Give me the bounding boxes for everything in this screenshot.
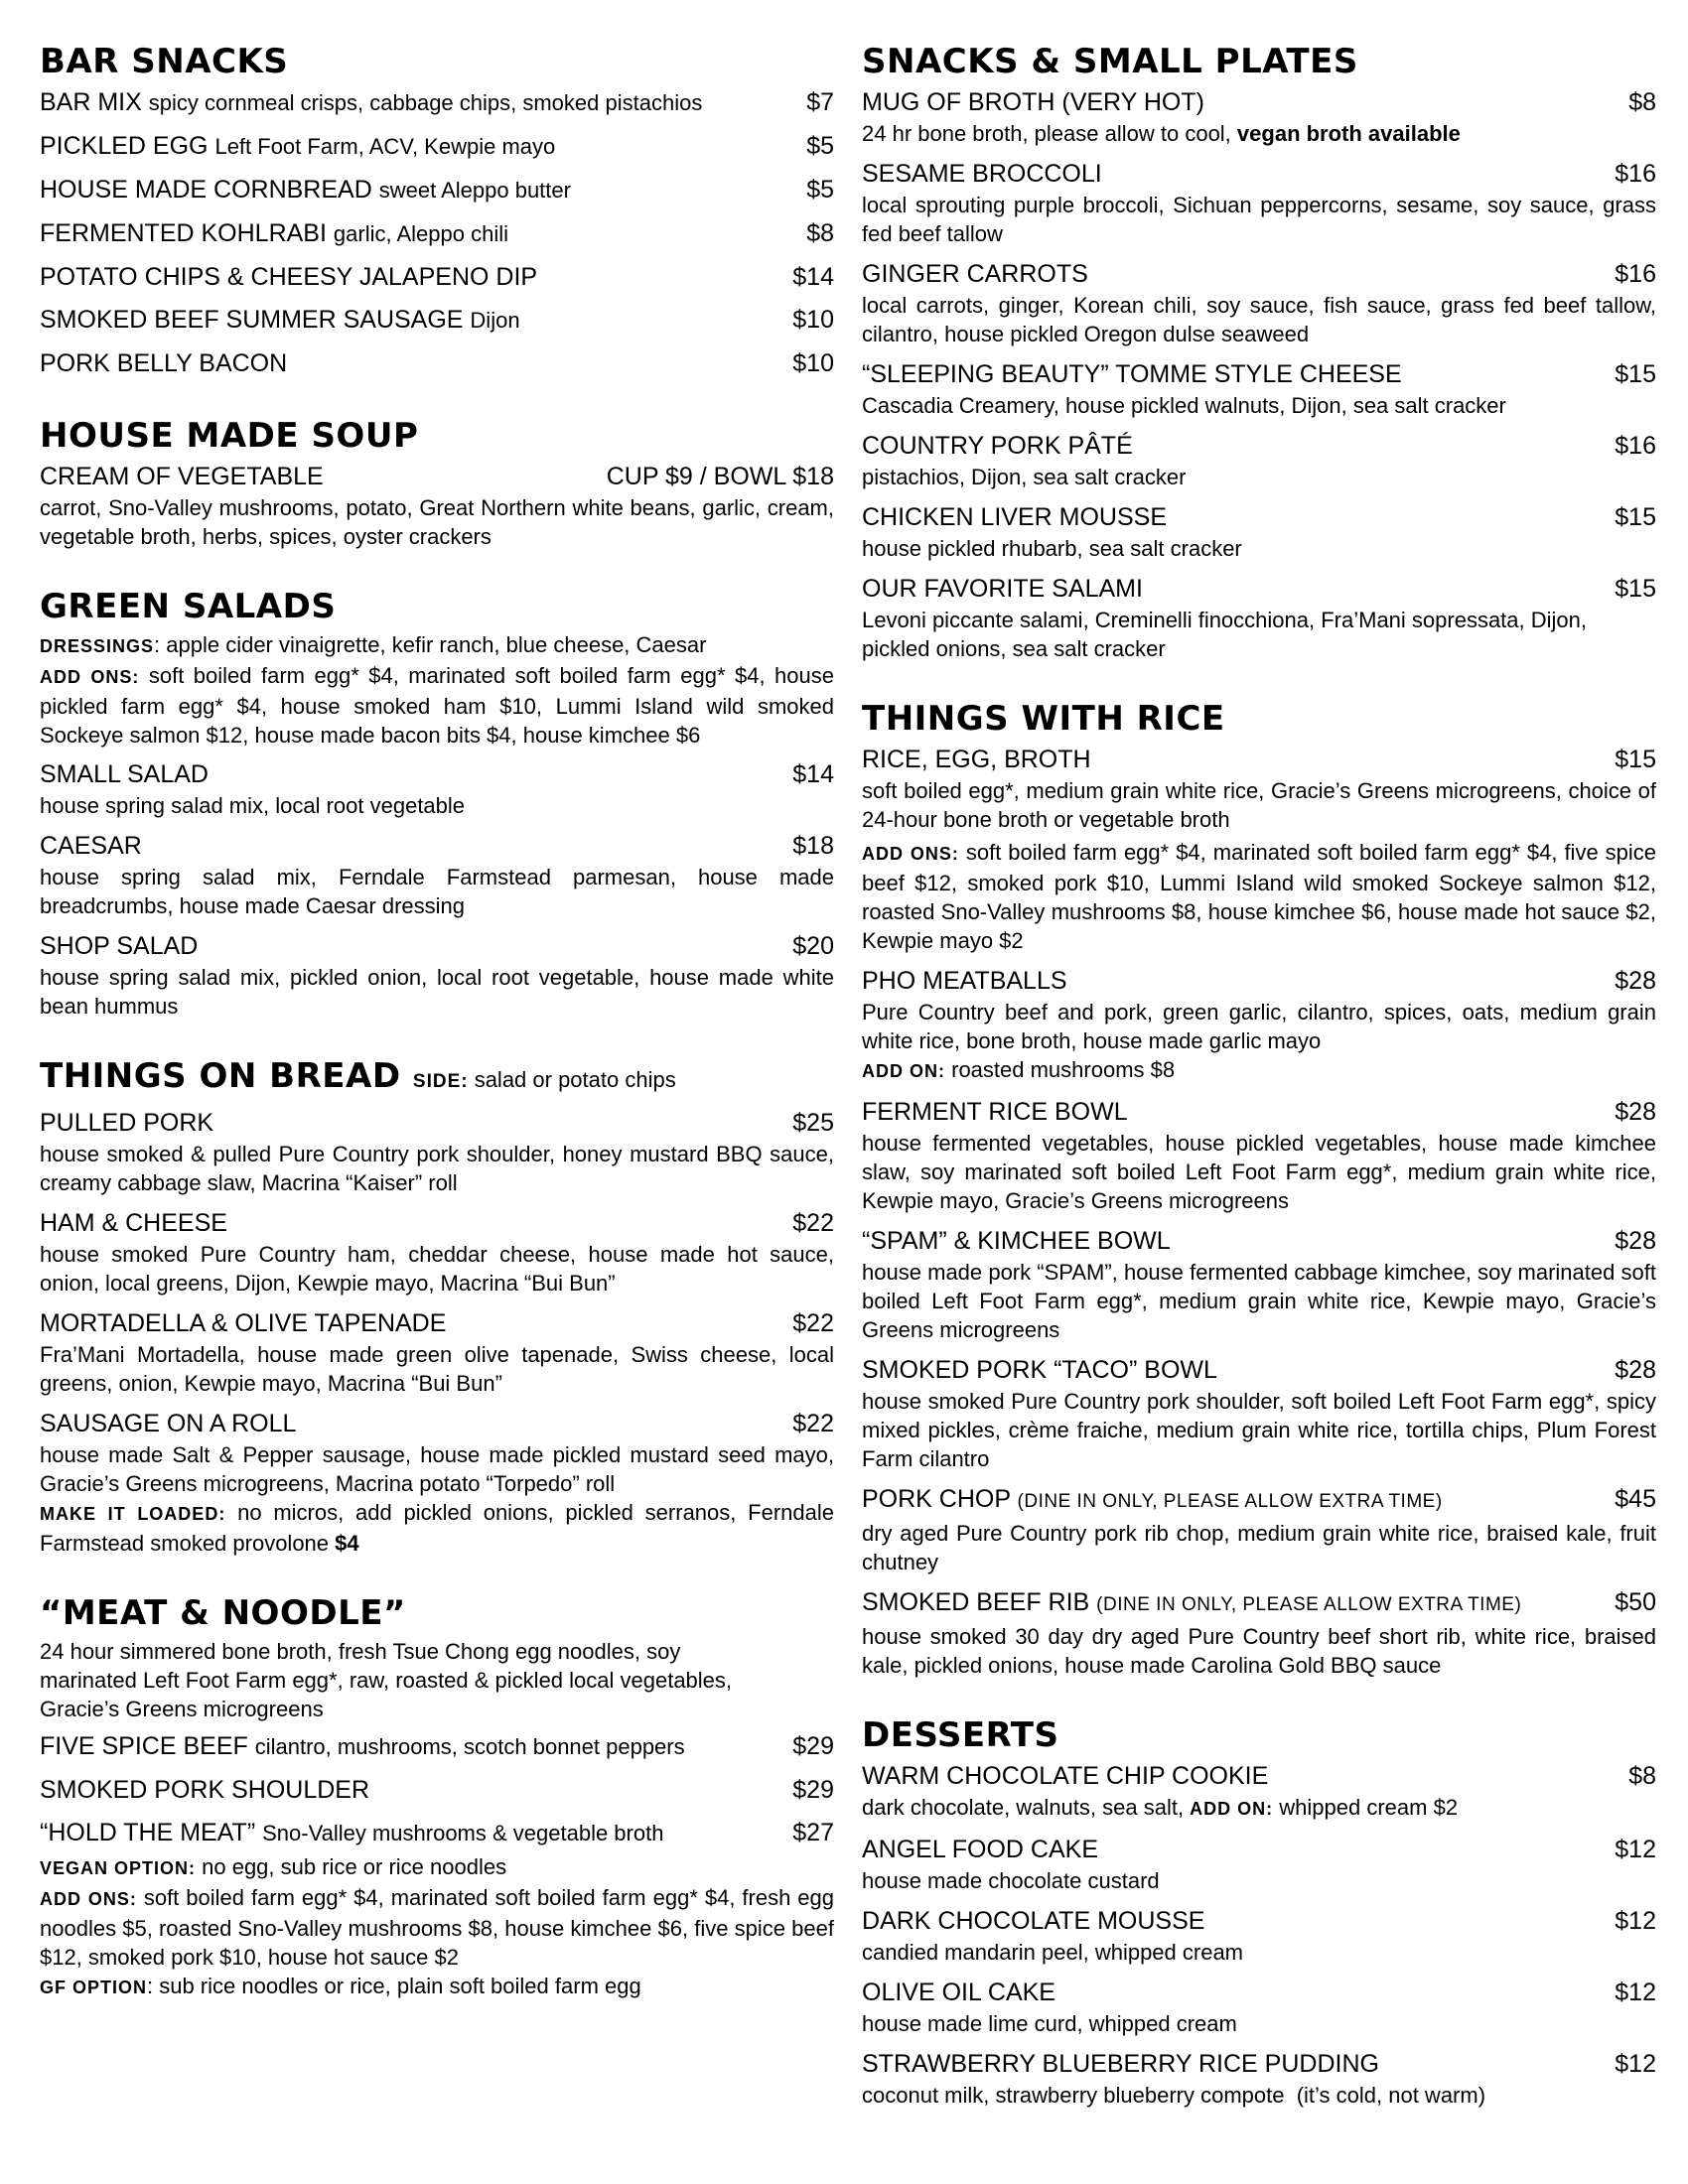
menu-right-column: [862, 40, 1656, 2143]
addon-text: roasted mushrooms $8: [945, 1057, 1176, 1082]
item-price: $10: [792, 349, 834, 377]
snacks-small-plates-section: [862, 40, 1656, 663]
menu-item: [862, 1976, 1656, 2038]
item-price: $16: [1615, 160, 1656, 188]
item-name: RICE, EGG, BROTH: [862, 746, 1091, 773]
item-name: MUG OF BROTH (VERY HOT): [862, 88, 1204, 116]
gf-option-note: [40, 1972, 834, 2002]
item-price: $22: [792, 1209, 834, 1237]
gf-label: GF OPTION: [40, 1978, 147, 1997]
addons-label: ADD ONS:: [40, 667, 140, 687]
item-name: WARM CHOCOLATE CHIP COOKIE: [862, 1762, 1269, 1790]
menu-item: [862, 1482, 1656, 1576]
item-desc: Levoni piccante salami, Creminelli finocchiona, Fra’Mani sopressata, Dijon, pickled onions, sea salt cracker: [862, 608, 1587, 661]
item-desc: house spring salad mix, Ferndale Farmstead parmesan, house made breadcrumbs, house made Caesar dressing: [40, 865, 834, 918]
addons-note: [40, 1883, 834, 1972]
house-soup-section: [40, 414, 834, 551]
item-inline-desc: Dijon: [470, 308, 520, 333]
item-price: $8: [806, 219, 834, 247]
things-with-rice-section: [862, 697, 1656, 1680]
item-name: “SPAM” & KIMCHEE BOWL: [862, 1227, 1171, 1255]
item-desc: soft boiled egg*, medium grain white rice, Gracie’s Greens microgreens, choice of 24-hour bone broth or vegetable broth: [862, 778, 1656, 832]
item-name: MORTADELLA & OLIVE TAPENADE: [40, 1309, 447, 1337]
item-desc: Pure Country beef and pork, green garlic, cilantro, spices, oats, medium grain white rice, bone broth, house made garlic mayo: [862, 1000, 1656, 1053]
menu-item: [40, 929, 834, 1021]
item-desc: local carrots, ginger, Korean chili, soy sauce, fish sauce, grass fed beef tallow, cilantro, house pickled Oregon dulse seaweed: [862, 293, 1656, 346]
item-desc: house pickled rhubarb, sea salt cracker: [862, 536, 1242, 561]
menu-item: [862, 2047, 1656, 2110]
meat-noodle-section: [40, 1591, 834, 2002]
item-name: FIVE SPICE BEEF: [40, 1732, 248, 1760]
item-price: $29: [792, 1776, 834, 1804]
addons-label: ADD ONS:: [40, 1889, 137, 1909]
menu-item: [40, 260, 834, 294]
loaded-label: MAKE IT LOADED:: [40, 1504, 226, 1524]
menu-item: [40, 216, 834, 251]
item-name: STRAWBERRY BLUEBERRY RICE PUDDING: [862, 2050, 1379, 2078]
addons-text: soft boiled farm egg* $4, marinated soft boiled farm egg* $4, house pickled farm egg* $4, house smoked ham $10, Lummi Island wild smoked Sockeye salmon $12, house made bacon bits $4, house kimchee $6: [40, 663, 834, 748]
item-name: BAR MIX: [40, 88, 142, 116]
item-name: GINGER CARROTS: [862, 260, 1088, 288]
item-price: $12: [1615, 1836, 1656, 1863]
item-name: PORK BELLY BACON: [40, 349, 288, 377]
menu-left-column: [40, 40, 834, 2036]
menu-item: [862, 1095, 1656, 1215]
item-name: FERMENT RICE BOWL: [862, 1098, 1128, 1126]
menu-item: [40, 1407, 834, 1558]
item-price: $22: [792, 1309, 834, 1337]
menu-item: [40, 85, 834, 120]
addons-text: soft boiled farm egg* $4, marinated soft boiled farm egg* $4, five spice beef $12, smoked pork $10, Lummi Island wild smoked Sockeye salmon $12, roasted Sno-Valley mushrooms $8, house kimchee $6, house made hot sauce $2, Kewpie mayo $2: [862, 840, 1657, 953]
section-title: SNACKS & SMALL PLATES: [862, 42, 1358, 81]
item-price: $10: [792, 306, 834, 334]
item-desc: carrot, Sno-Valley mushrooms, potato, Great Northern white beans, garlic, cream, vegetable broth, herbs, spices, oyster crackers: [40, 495, 834, 549]
item-desc: house spring salad mix, local root vegetable: [40, 793, 466, 818]
item-name: CAESAR: [40, 832, 142, 860]
menu-item: [862, 1585, 1656, 1680]
item-desc-bold: vegan broth available: [1236, 121, 1461, 146]
item-price: $28: [1615, 1098, 1656, 1126]
item-desc-text: dark chocolate, walnuts, sea salt,: [862, 1795, 1191, 1820]
item-price: $45: [1615, 1485, 1656, 1513]
addons-note: [40, 661, 834, 750]
item-name: PICKLED EGG: [40, 132, 209, 160]
item-price: $5: [806, 176, 834, 204]
item-name: PULLED PORK: [40, 1109, 214, 1137]
item-name: SMOKED PORK “TACO” BOWL: [862, 1356, 1217, 1384]
item-desc: coconut milk, strawberry blueberry compote (it’s cold, not warm): [862, 2083, 1486, 2108]
menu-item: [40, 1729, 834, 1764]
item-desc: house smoked 30 day dry aged Pure Country beef short rib, white rice, braised kale, pickled onions, house made Carolina Gold BBQ sauce: [862, 1624, 1656, 1678]
menu-item: [862, 572, 1656, 663]
menu-item: [862, 1353, 1656, 1473]
item-price: $7: [806, 88, 834, 116]
item-price: $29: [792, 1732, 834, 1760]
item-name: “SLEEPING BEAUTY” TOMME STYLE CHEESE: [862, 360, 1402, 388]
addon-text: whipped cream $2: [1273, 1795, 1459, 1820]
item-price: $16: [1615, 260, 1656, 288]
item-inline-desc: cilantro, mushrooms, scotch bonnet peppers: [254, 1734, 685, 1759]
menu-item: [862, 1224, 1656, 1344]
menu-item: [862, 1904, 1656, 1967]
menu-item: [862, 429, 1656, 491]
item-name: SMALL SALAD: [40, 760, 209, 788]
bar-snacks-section: [40, 40, 834, 380]
item-desc: pistachios, Dijon, sea salt cracker: [862, 465, 1187, 489]
item-name: PORK CHOP: [862, 1485, 1011, 1513]
item-desc-text: 24 hr bone broth, please allow to cool,: [862, 121, 1237, 146]
vegan-option-note: [40, 1852, 834, 1883]
vegan-text: no egg, sub rice or rice noodles: [196, 1854, 507, 1879]
menu-item: [40, 1773, 834, 1807]
item-price: $28: [1615, 1356, 1656, 1384]
menu-item: [862, 257, 1656, 348]
dressings-text: : apple cider vinaigrette, kefir ranch, blue cheese, Caesar: [154, 632, 707, 657]
section-title: BAR SNACKS: [40, 42, 289, 81]
item-price: $16: [1615, 432, 1656, 460]
item-desc: house made Salt & Pepper sausage, house made pickled mustard seed mayo, Gracie’s Greens microgreens, Macrina potato “Torpedo” roll: [40, 1442, 834, 1496]
item-desc: house smoked Pure Country pork shoulder, soft boiled Left Foot Farm egg*, spicy mixed pickles, crème fraiche, medium grain white rice, tortilla chips, Plum Forest Farm cilantro: [862, 1389, 1656, 1471]
item-name: SHOP SALAD: [40, 932, 199, 960]
make-it-loaded-note: [40, 1498, 834, 1558]
things-on-bread-section: [40, 1054, 834, 1558]
menu-item: [862, 85, 1656, 148]
item-price: $27: [792, 1819, 834, 1846]
desserts-section: [862, 1713, 1656, 2110]
addons-text: soft boiled farm egg* $4, marinated soft boiled farm egg* $4, fresh egg noodles $5, roasted Sno-Valley mushrooms $8, house kimchee $6, five spice beef $12, smoked pork $10, house hot sauce $2: [40, 1885, 834, 1970]
item-price: $28: [1615, 967, 1656, 995]
item-name: SMOKED PORK SHOULDER: [40, 1776, 370, 1804]
section-title: THINGS WITH RICE: [862, 699, 1225, 739]
menu-item: [40, 303, 834, 338]
section-title: THINGS ON BREAD: [40, 1056, 401, 1096]
item-inline-desc: Sno-Valley mushrooms & vegetable broth: [262, 1821, 664, 1845]
menu-item: [40, 1306, 834, 1398]
item-name: HAM & CHEESE: [40, 1209, 227, 1237]
item-price: $22: [792, 1410, 834, 1437]
section-intro: 24 hour simmered bone broth, fresh Tsue Chong egg noodles, soy marinated Left Foot Farm egg*, raw, roasted & pickled local vegetables, Gracie’s Greens microgreens: [40, 1639, 733, 1721]
item-price: $18: [792, 832, 834, 860]
item-desc: [862, 119, 1656, 148]
item-desc: [862, 1793, 1656, 1824]
vegan-label: VEGAN OPTION:: [40, 1858, 197, 1878]
item-desc: house fermented vegetables, house pickled vegetables, house made kimchee slaw, soy marinated soft boiled Left Foot Farm egg*, medium grain white rice, Kewpie mayo, Gracie’s Greens microgreens: [862, 1131, 1656, 1213]
addon-label: ADD ON:: [1190, 1799, 1274, 1819]
item-price: $20: [792, 932, 834, 960]
item-price: $12: [1615, 1907, 1656, 1935]
item-price: $15: [1615, 360, 1656, 388]
item-name: POTATO CHIPS & CHEESY JALAPENO DIP: [40, 263, 538, 291]
item-desc: Fra’Mani Mortadella, house made green olive tapenade, Swiss cheese, local greens, onion, Kewpie mayo, Macrina “Bui Bun”: [40, 1342, 834, 1396]
menu-item: [862, 1759, 1656, 1824]
item-price: $15: [1615, 746, 1656, 773]
menu-item: [40, 829, 834, 920]
section-title: “MEAT & NOODLE”: [40, 1593, 406, 1633]
item-name: HOUSE MADE CORNBREAD: [40, 176, 372, 204]
menu-item: [862, 357, 1656, 420]
item-price: $12: [1615, 2050, 1656, 2078]
item-name: DARK CHOCOLATE MOUSSE: [862, 1907, 1205, 1935]
item-desc: house made lime curd, whipped cream: [862, 2011, 1237, 2036]
item-desc: local sprouting purple broccoli, Sichuan peppercorns, sesame, soy sauce, grass fed beef tallow: [862, 193, 1656, 246]
item-inline-desc: garlic, Aleppo chili: [333, 221, 508, 246]
item-name: OLIVE OIL CAKE: [862, 1979, 1055, 2006]
menu-item: [40, 346, 834, 380]
loaded-price: $4: [335, 1531, 359, 1556]
item-name: OUR FAVORITE SALAMI: [862, 575, 1143, 603]
addon-note: [862, 1055, 1656, 1086]
item-desc: house smoked Pure Country ham, cheddar cheese, house made hot sauce, onion, local greens, Dijon, Kewpie mayo, Macrina “Bui Bun”: [40, 1242, 834, 1296]
item-note: (DINE IN ONLY, PLEASE ALLOW EXTRA TIME): [1096, 1594, 1522, 1615]
menu-item: [862, 1833, 1656, 1895]
menu-item: [862, 964, 1656, 1086]
item-inline-desc: Left Foot Farm, ACV, Kewpie mayo: [214, 134, 556, 159]
item-price: $28: [1615, 1227, 1656, 1255]
dressings-label: DRESSINGS: [40, 636, 155, 656]
menu-item: [40, 1816, 834, 1850]
addons-label: ADD ONS:: [862, 844, 959, 864]
side-text: salad or potato chips: [468, 1067, 676, 1092]
addon-label: ADD ON:: [862, 1061, 945, 1081]
loaded-text: no micros, add pickled onions, pickled serranos, Ferndale Farmstead smoked provolone: [40, 1500, 834, 1556]
item-price: CUP $9 / BOWL $18: [606, 463, 834, 490]
item-name: FERMENTED KOHLRABI: [40, 219, 327, 247]
side-label: SIDE:: [412, 1071, 469, 1092]
menu-item: [40, 757, 834, 820]
item-name: SESAME BROCCOLI: [862, 160, 1102, 188]
item-desc: candied mandarin peel, whipped cream: [862, 1940, 1244, 1965]
item-price: $8: [1628, 1762, 1656, 1790]
menu-item: [40, 1106, 834, 1197]
item-desc: dry aged Pure Country pork rib chop, medium grain white rice, braised kale, fruit chutney: [862, 1521, 1656, 1574]
item-price: $15: [1615, 575, 1656, 603]
item-name: COUNTRY PORK PÂTÉ: [862, 432, 1133, 460]
item-name: PHO MEATBALLS: [862, 967, 1067, 995]
menu-item: [40, 460, 834, 551]
item-price: $14: [792, 760, 834, 788]
green-salads-section: [40, 585, 834, 1021]
item-price: $15: [1615, 503, 1656, 531]
item-name: SAUSAGE ON A ROLL: [40, 1410, 297, 1437]
item-desc: house made chocolate custard: [862, 1868, 1160, 1893]
item-inline-desc: sweet Aleppo butter: [378, 178, 571, 203]
item-price: $50: [1615, 1588, 1656, 1616]
section-title: DESSERTS: [862, 1715, 1059, 1755]
menu-item: [862, 743, 1656, 955]
menu-item: [40, 129, 834, 164]
addons-note: [862, 838, 1656, 955]
item-price: $8: [1628, 88, 1656, 116]
dressings-note: [40, 630, 834, 661]
item-desc: house smoked & pulled Pure Country pork shoulder, honey mustard BBQ sauce, creamy cabbage slaw, Macrina “Kaiser” roll: [40, 1142, 834, 1195]
item-desc: house made pork “SPAM”, house fermented cabbage kimchee, soy marinated soft boiled Left Foot Farm egg*, medium grain white rice, Kewpie mayo, Gracie’s Greens microgreens: [862, 1260, 1656, 1342]
menu-item: [40, 173, 834, 207]
item-name: CHICKEN LIVER MOUSSE: [862, 503, 1168, 531]
section-title: HOUSE MADE SOUP: [40, 416, 419, 456]
item-name: ANGEL FOOD CAKE: [862, 1836, 1099, 1863]
item-desc: house spring salad mix, pickled onion, local root vegetable, house made white bean hummus: [40, 965, 834, 1019]
menu-item: [862, 500, 1656, 563]
item-price: $12: [1615, 1979, 1656, 2006]
item-name: SMOKED BEEF SUMMER SAUSAGE: [40, 306, 464, 334]
section-heading: [40, 1054, 834, 1104]
gf-text: : sub rice noodles or rice, plain soft boiled farm egg: [147, 1974, 641, 1998]
item-desc: Cascadia Creamery, house pickled walnuts, Dijon, sea salt cracker: [862, 393, 1506, 418]
item-price: $5: [806, 132, 834, 160]
item-name: “HOLD THE MEAT”: [40, 1819, 256, 1846]
item-price: $14: [792, 263, 834, 291]
item-name: CREAM OF VEGETABLE: [40, 463, 324, 490]
menu-item: [862, 157, 1656, 248]
item-price: $25: [792, 1109, 834, 1137]
item-name: SMOKED BEEF RIB: [862, 1588, 1090, 1616]
item-note: (DINE IN ONLY, PLEASE ALLOW EXTRA TIME): [1017, 1491, 1443, 1512]
section-title: GREEN SALADS: [40, 587, 337, 626]
menu-item: [40, 1206, 834, 1297]
item-inline-desc: spicy cornmeal crisps, cabbage chips, smoked pistachios: [148, 90, 703, 115]
